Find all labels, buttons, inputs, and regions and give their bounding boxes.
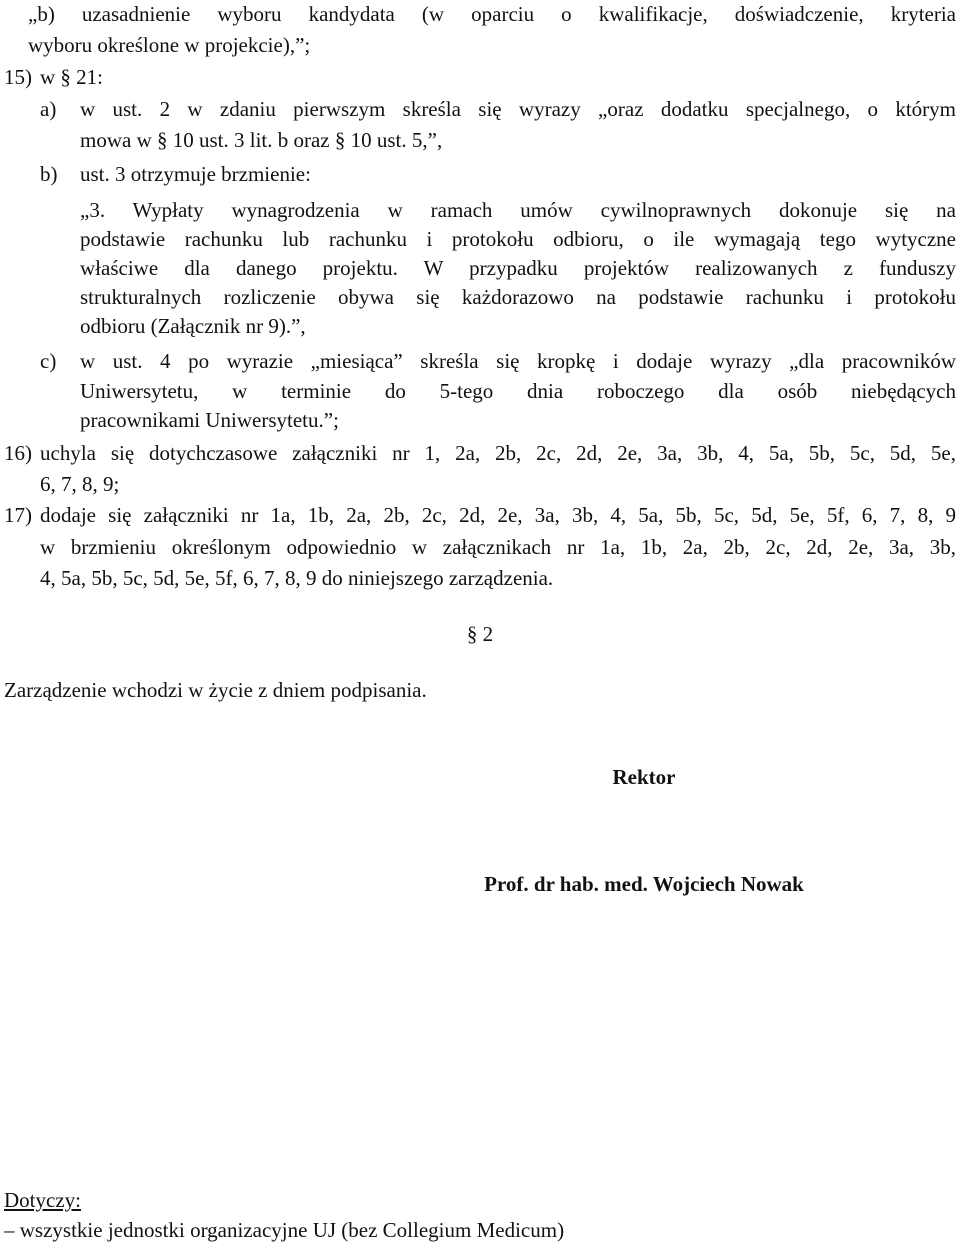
- item-15-b-quote-line-5: odbioru (Załącznik nr 9).”,: [80, 314, 306, 338]
- item-15-c-label: c): [40, 349, 57, 373]
- item-16-line-2: 6, 7, 8, 9;: [40, 472, 120, 496]
- item-17-line-1: dodaje się załączniki nr 1a, 1b, 2a, 2b, 2c, 2d, 2e, 3a, 3b, 4, 5a, 5b, 5c, 5d, 5e, 5f, 6, 7, 8, 9: [40, 503, 956, 527]
- item-17-line-3: 4, 5a, 5b, 5c, 5d, 5e, 5f, 6, 7, 8, 9 do niniejszego zarządzenia.: [40, 566, 554, 590]
- item-b-top-line-1: „b) uzasadnienie wyboru kandydata (w oparciu o kwalifikacje, doświadczenie, kryteria: [28, 2, 956, 26]
- item-15-b-quote-line-3: właściwe dla danego projektu. W przypadku projektów realizowanych z funduszy: [80, 256, 956, 280]
- footer-text: – wszystkie jednostki organizacyjne UJ (bez Collegium Medicum): [4, 1218, 565, 1242]
- section-2-text: Zarządzenie wchodzi w życie z dniem podpisania.: [4, 678, 427, 702]
- item-16-line-1: uchyla się dotychczasowe załączniki nr 1, 2a, 2b, 2c, 2d, 2e, 3a, 3b, 4, 5a, 5b, 5c, 5d, 5e,: [40, 441, 956, 465]
- item-17-number: 17): [4, 503, 32, 527]
- signature-title: Rektor: [612, 765, 676, 789]
- item-15-b-text: ust. 3 otrzymuje brzmienie:: [80, 162, 311, 186]
- section-2-heading: § 2: [466, 622, 494, 646]
- item-b-top-line-2: wyboru określone w projekcie),”;: [28, 33, 311, 57]
- item-15-b-quote-line-4: strukturalnych rozliczenie obywa się każdorazowo na podstawie rachunku i protokołu: [80, 285, 956, 309]
- item-16-number: 16): [4, 441, 32, 465]
- item-15-a-line-1: w ust. 2 w zdaniu pierwszym skreśla się wyrazy „oraz dodatku specjalnego, o którym: [80, 97, 956, 121]
- item-15-a-label: a): [40, 97, 57, 121]
- item-15-b-quote-line-2: podstawie rachunku lub rachunku i protokołu odbioru, o ile wymagają tego wytyczne: [80, 227, 956, 251]
- item-15-c-line-2: Uniwersytetu, w terminie do 5-tego dnia roboczego dla osób niebędących: [80, 379, 956, 403]
- item-15-a-line-2: mowa w § 10 ust. 3 lit. b oraz § 10 ust. 5,”,: [80, 128, 443, 152]
- item-15-number: 15): [4, 65, 32, 89]
- item-15-text: w § 21:: [40, 65, 103, 89]
- footer-label: Dotyczy:: [4, 1188, 81, 1212]
- item-15-b-quote-line-1: „3. Wypłaty wynagrodzenia w ramach umów cywilnoprawnych dokonuje się na: [80, 198, 956, 222]
- item-15-c-line-1: w ust. 4 po wyrazie „miesiąca” skreśla się kropkę i dodaje wyrazy „dla pracowników: [80, 349, 956, 373]
- item-15-c-line-3: pracownikami Uniwersytetu.”;: [80, 408, 339, 432]
- item-17-line-2: w brzmieniu określonym odpowiednio w załącznikach nr 1a, 1b, 2a, 2b, 2c, 2d, 2e, 3a, 3b,: [40, 535, 956, 559]
- signature-name: Prof. dr hab. med. Wojciech Nowak: [484, 872, 804, 896]
- item-15-b-label: b): [40, 162, 58, 186]
